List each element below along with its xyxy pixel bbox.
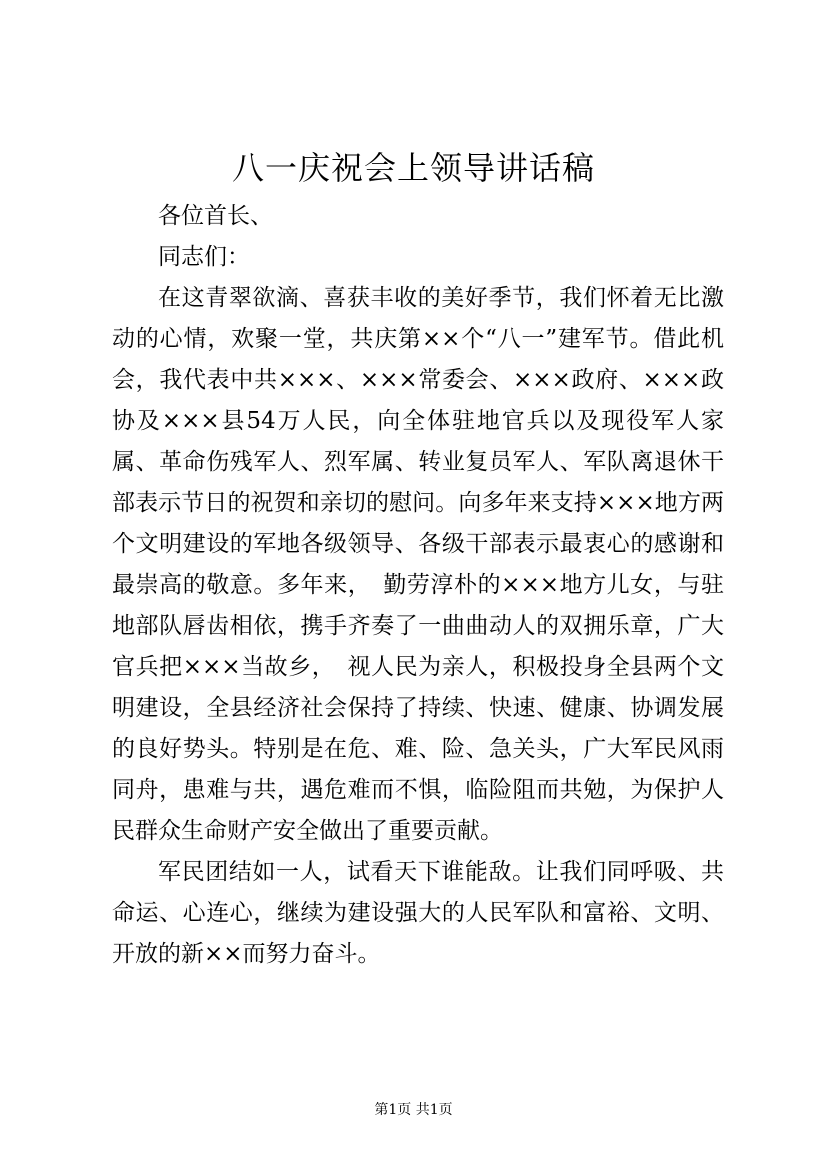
document-title: 八一庆祝会上领导讲话稿 (231, 149, 595, 187)
body-paragraph-1: 在这青翠欲滴、喜获丰收的美好季节，我们怀着无比激动的心情，欢聚一堂，共庆第××个“八一”建军节。借此机会，我代表中共×××、×××常委会、×××政府、×××政协及×××县54万人民，向全体驻地官兵以及现役军人家属、革命伤残军人、烈军属、转业复员军人、军队离退休干部表示节日的祝贺和亲切的慰问。向多年来支持×××地方两个文明建设的军地各级领导、各级干部表示最衷心的感谢和最崇高的敬意。多年来， 勤劳淳朴的×××地方儿女，与驻地部队唇齿相依，携手齐奏了一曲曲动人的双拥乐章，广大官兵把×××当故乡， 视人民为亲人，积极投身全县两个文明建设，全县经济社会保持了持续、快速、健康、协调发展的良好势头。特别是在危、难、险、急关头，广大军民风雨同舟，患难与共，遇危难而不惧，临险阻而共勉，为保护人民群众生命财产安全做出了重要贡献。 (112, 285, 724, 844)
salutation-line-1: 各位首长、 (158, 203, 273, 229)
document-body (112, 196, 724, 975)
body-paragraph-2: 军民团结如一人，试看天下谁能敌。让我们同呼吸、共命运、心连心，继续为建设强大的人民军队和富裕、文明、开放的新××而努力奋斗。 (112, 859, 724, 967)
page-footer: 第1页 共1页 (374, 1102, 453, 1118)
salutation-line-2: 同志们： (158, 244, 250, 270)
